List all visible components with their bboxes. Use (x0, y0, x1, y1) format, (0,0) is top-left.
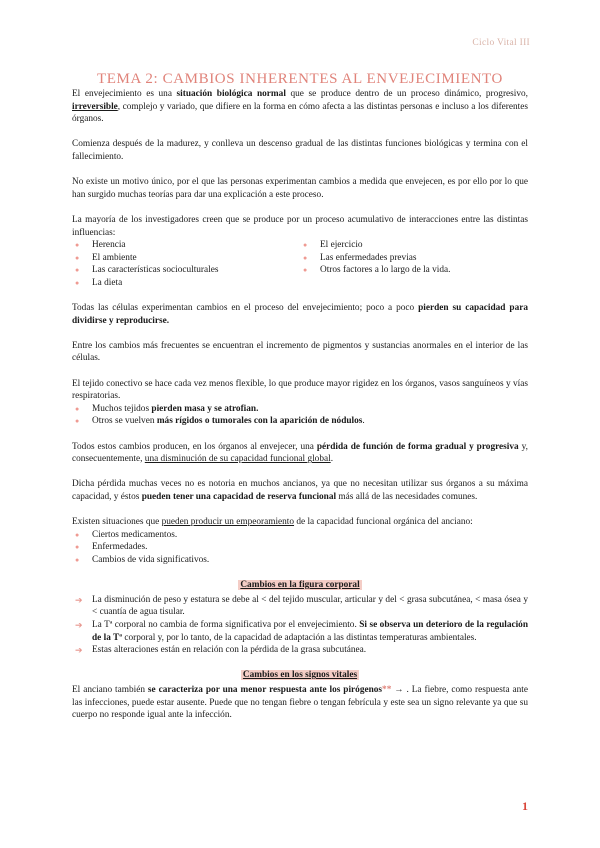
tissue-list (72, 403, 528, 428)
list-item: ● Las características socioculturales (72, 264, 300, 277)
list-item: ● El ambiente (72, 252, 300, 265)
situations-list (72, 529, 528, 567)
document-body (72, 88, 528, 734)
list-item: ● La dieta (72, 277, 300, 290)
influences-left-column (72, 239, 300, 289)
list-item: ➔ La Tª corporal no cambia de forma significativa por el envejecimiento. Si se observa un deterioro de la regulación de la Tª corporal y, por lo tanto, de la capacidad de adaptación a las distintas temperaturas ambientales. (72, 619, 528, 644)
list-item: ● Otros factores a lo largo de la vida. (300, 264, 528, 277)
list-item: ● Muchos tejidos pierden masa y se atrofian. (72, 403, 528, 416)
paragraph-maturity: Comienza después de la madurez, y conlleva un descenso gradual de las distintas funciones biológicas y termina con el fallecimiento. (72, 139, 528, 162)
list-item: ● Otros se vuelven más rígidos o tumorales con la aparición de nódulos. (72, 415, 528, 428)
paragraph-organ-changes: Todos estos cambios producen, en los órganos al envejecer, una pérdida de función de forma gradual y progresiva y, consecuentemente, una disminución de su capacidad funcional global. (72, 441, 528, 465)
list-item: ● El ejercicio (300, 239, 528, 252)
body-figure-list (72, 594, 528, 657)
paragraph-pigments: Entre los cambios más frecuentes se encuentran el incremento de pigmentos y sustancias anormales en el interior de las células. (72, 340, 528, 364)
list-item: ● Las enfermedades previas (300, 252, 528, 265)
section-heading-vital-signs: Cambios en los signos vitales (242, 670, 358, 681)
influences-list (72, 239, 528, 289)
paragraph-cells: Todas las células experimentan cambios en el proceso del envejecimiento; poco a poco pierden su capacidad para dividirse y reproducirse. (72, 303, 528, 326)
paragraph-influences: La mayoría de los investigadores creen que se produce por un proceso acumulativo de interacciones entre las distintas influencias: (72, 214, 528, 238)
page-title: TEMA 2: CAMBIOS INHERENTES AL ENVEJECIMIENTO (97, 71, 503, 87)
arrow-icon: → (391, 684, 407, 695)
list-item: ➔ La disminución de peso y estatura se debe al < del tejido muscular, articular y del < grasa subcutánea, < masa ósea y < cuantía de agua tisular. (72, 594, 528, 619)
list-item: ● Enfermedades. (72, 541, 528, 554)
list-item: ● Herencia (72, 239, 300, 252)
page-number: 1 (522, 799, 528, 813)
list-item: ● Ciertos medicamentos. (72, 529, 528, 542)
influences-right-column (300, 239, 528, 289)
paragraph-situations: Existen situaciones que pueden producir un empeoramiento de la capacidad funcional orgánica del anciano: (72, 517, 473, 528)
section-heading-body-figure: Cambios en la figura corporal (240, 580, 360, 591)
paragraph-vital-signs: El anciano también se caracteriza por una menor respuesta ante los pirógenos** → . La fiebre, como respuesta ante las infecciones, puede estar ausente. Puede que no tengan fiebre o tengan febrícula y este sea un signo relevante ya que su cuerpo no responde igual ante la infección. (72, 684, 528, 721)
paragraph-intro: El envejecimiento es una situación biológica normal que se produce dentro de un proceso dinámico, progresivo, irreversible, complejo y variado, que difiere en la forma en cómo afecta a las distintas personas e incluso a los diferentes órganos. (72, 89, 528, 125)
paragraph-reserve: Dicha pérdida muchas veces no es notoria en muchos ancianos, ya que no necesitan utilizar sus órganos a su máxima capacidad, y éstos pueden tener una capacidad de reserva funcional más allá de las necesidades comunes. (72, 479, 528, 502)
running-header: Ciclo Vital III (472, 38, 530, 48)
list-item: ➔ Estas alteraciones están en relación con la pérdida de la grasa subcutánea. (72, 644, 528, 657)
paragraph-connective-tissue: El tejido conectivo se hace cada vez menos flexible, lo que produce mayor rigidez en los órganos, vasos sanguíneos y vías respiratorias. (72, 378, 528, 402)
paragraph-theories: No existe un motivo único, por el que las personas experimentan cambios a medida que envejecen, es por ello por lo que han surgido muchas teorías para dar una explicación a este proceso. (72, 177, 528, 200)
list-item: ● Cambios de vida significativos. (72, 554, 528, 567)
